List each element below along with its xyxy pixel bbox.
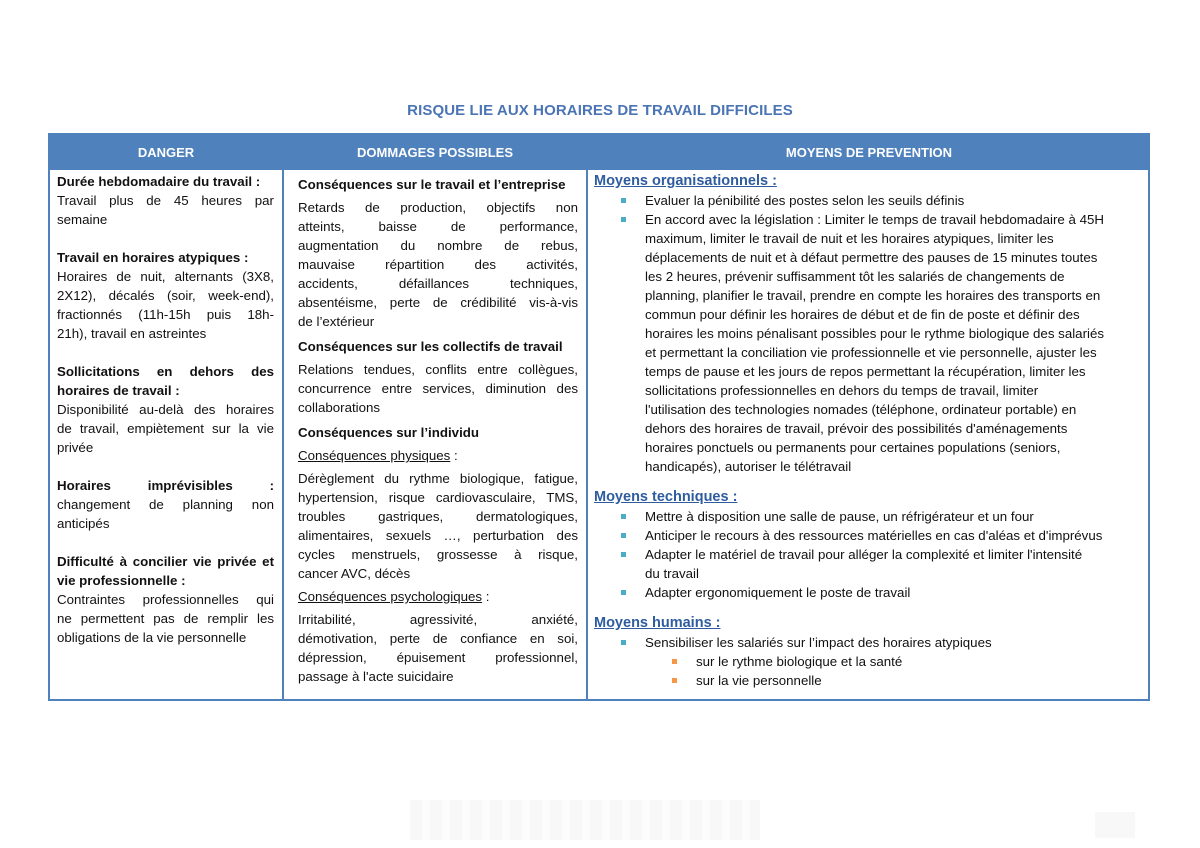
danger-text: changement de planning non <box>57 497 274 512</box>
list-item <box>594 526 1142 545</box>
list-item <box>594 633 1142 652</box>
list-item-text: Adapter le matériel de travail pour alléger la complexité et limiter l'intensité <box>645 547 1083 562</box>
list-item-text: horaires les moins pénalisant possibles pour le rythme biologique des salariés <box>645 326 1104 341</box>
list-item-text: sollicitations professionnelles en dehors du temps de travail, limiter <box>645 383 1039 398</box>
dommages-text: Relations tendues, conflits entre collègues, <box>298 362 578 377</box>
danger-text: ne permettent pas de remplir les <box>57 611 274 626</box>
hum-list <box>594 633 1142 690</box>
list-item-text: Sensibiliser les salariés sur l’impact des horaires atypiques <box>645 635 992 650</box>
dommages-text: absentéisme, perte de crédibilité vis-à-vis <box>298 295 578 310</box>
dommages-text: dépression, épuisement professionnel, <box>298 650 578 665</box>
danger-text: 21h), travail en astreintes <box>57 326 207 341</box>
header-prevention: MOYENS DE PREVENTION <box>588 135 1150 170</box>
danger-text: de travail, empiètement sur la vie <box>57 421 274 436</box>
list-item-text: Mettre à disposition une salle de pause, un réfrigérateur et un four <box>645 509 1034 524</box>
list-item-text: handicapés), autoriser le télétravail <box>645 459 852 474</box>
danger-text: Disponibilité au-delà des horaires <box>57 402 274 417</box>
sub-list-item <box>594 671 1142 690</box>
physiques-label: Conséquences physiques <box>298 448 451 463</box>
danger-title: Durée hebdomadaire du travail : <box>57 174 261 189</box>
dommages-text: collaborations <box>298 400 381 415</box>
list-item-text: commun pour définir les horaires de début et de fin de poste et définir des <box>645 307 1080 322</box>
tech-list <box>594 507 1142 602</box>
danger-title: Travail en horaires atypiques : <box>57 250 249 265</box>
header-dommages: DOMMAGES POSSIBLES <box>284 135 586 170</box>
dommages-text: démotivation, perte de confiance en soi, <box>298 631 578 646</box>
sub-list-item <box>594 652 1142 671</box>
danger-text: 2X12), décalés (soir, week-end), <box>57 288 274 303</box>
header-danger: DANGER <box>50 135 282 170</box>
danger-column <box>50 170 282 699</box>
danger-title: Sollicitations en dehors des <box>57 364 274 379</box>
psycho-label: Conséquences psychologiques <box>298 589 483 604</box>
danger-title: horaires de travail : <box>57 383 180 398</box>
danger-item <box>57 476 274 533</box>
danger-text: Horaires de nuit, alternants (3X8, <box>57 269 274 284</box>
dommages-text: alimentaires, sexuels …, perturbation des <box>298 528 578 543</box>
label-colon: : <box>450 448 458 463</box>
danger-item <box>57 362 274 457</box>
danger-text: obligations de la vie personnelle <box>57 630 247 645</box>
dommages-column <box>284 170 586 699</box>
danger-text: fractionnés (11h-15h puis 18h- <box>57 307 274 322</box>
moyens-organisationnels-title: Moyens organisationnels : <box>594 173 777 189</box>
danger-text: anticipés <box>57 516 110 531</box>
moyens-humains-title: Moyens humains : <box>594 615 721 631</box>
danger-item <box>57 248 274 343</box>
dommages-text: concurrence entre services, diminution des <box>298 381 578 396</box>
org-list <box>594 191 1142 476</box>
page-title: RISQUE LIE AUX HORAIRES DE TRAVAIL DIFFICILES <box>407 102 793 119</box>
section-title: Conséquences sur les collectifs de travail <box>298 339 563 354</box>
list-item-text: du travail <box>645 566 699 581</box>
list-item-text: Anticiper le recours à des ressources matérielles en cas d'aléas et d'imprévus <box>645 528 1103 543</box>
dommages-text: cycles menstruels, grossesse à risque, <box>298 547 578 562</box>
list-item-text: Evaluer la pénibilité des postes selon les seuils définis <box>645 193 965 208</box>
list-item <box>594 191 1142 210</box>
list-item-text: horaires ponctuels ou permanents pour certaines populations (seniors, <box>645 440 1061 455</box>
list-item <box>594 507 1142 526</box>
danger-text: Travail plus de 45 heures par <box>57 193 274 208</box>
section-title: Conséquences sur l’individu <box>298 425 480 440</box>
dommages-text: Dérèglement du rythme biologique, fatigue, <box>298 471 578 486</box>
prevention-column <box>588 170 1150 699</box>
dommages-text: mauvaise répartition des activités, <box>298 257 578 272</box>
danger-text: Contraintes professionnelles qui <box>57 592 274 607</box>
danger-title: Difficulté à concilier vie privée et <box>57 554 274 569</box>
dommages-text: de l’extérieur <box>298 314 375 329</box>
danger-title: vie professionnelle : <box>57 573 186 588</box>
list-item-text: Adapter ergonomiquement le poste de travail <box>645 585 911 600</box>
risk-table <box>48 133 1150 701</box>
list-item-text: temps de pause et les jours de repos permettant la récupération, limiter les <box>645 364 1086 379</box>
dommages-text: passage à l'acte suicidaire <box>298 669 454 684</box>
list-item-text: En accord avec la législation : Limiter le temps de travail hebdomadaire à 45H <box>645 212 1104 227</box>
dommages-text: augmentation du nombre de rebus, <box>298 238 578 253</box>
list-item <box>594 583 1142 602</box>
list-item-text: sur la vie personnelle <box>696 673 822 688</box>
dommages-text: Retards de production, objectifs non <box>298 200 578 215</box>
list-item-text: planning, planifier le travail, prendre en compte les horaires des transports en <box>645 288 1101 303</box>
list-item <box>594 210 1142 476</box>
dommages-text: atteints, baisse de performance, <box>298 219 578 234</box>
danger-item <box>57 552 274 647</box>
danger-text: semaine <box>57 212 108 227</box>
list-item-text: déplacements de nuit et à défaut permettre des pauses de 15 minutes toutes <box>645 250 1098 265</box>
dommages-text: cancer AVC, décès <box>298 566 411 581</box>
moyens-techniques-title: Moyens techniques : <box>594 489 738 505</box>
list-item-text: l'utilisation des technologies nomades (téléphone, ordinateur portable) en <box>645 402 1077 417</box>
label-colon: : <box>482 589 490 604</box>
list-item-text: et permettant la conciliation vie professionnelle et vie personnelle, ajuster les <box>645 345 1097 360</box>
subsection-label <box>298 587 578 606</box>
dommages-text: hypertension, risque cardiovasculaire, TMS, <box>298 490 578 505</box>
dommages-text: troubles gastriques, dermatologiques, <box>298 509 578 524</box>
dommages-text: accidents, défaillances techniques, <box>298 276 578 291</box>
danger-title: Horaires imprévisibles : <box>57 478 274 493</box>
list-item <box>594 545 1142 583</box>
subsection-label <box>298 446 578 465</box>
list-item-text: sur le rythme biologique et la santé <box>696 654 903 669</box>
list-item-text: les 2 heures, prévenir suffisamment tôt les salariés de changements de <box>645 269 1065 284</box>
blurred-footer <box>410 800 760 840</box>
section-title: Conséquences sur le travail et l’entreprise <box>298 177 566 192</box>
danger-text: privée <box>57 440 94 455</box>
dommages-text: Irritabilité, agressivité, anxiété, <box>298 612 578 627</box>
list-item-text: dehors des horaires de travail, prévoir des possibilités d'aménagements <box>645 421 1068 436</box>
list-item-text: maximum, limiter le travail de nuit et les horaires atypiques, limiter les <box>645 231 1054 246</box>
blurred-page-number <box>1095 812 1135 838</box>
danger-item <box>57 172 274 229</box>
